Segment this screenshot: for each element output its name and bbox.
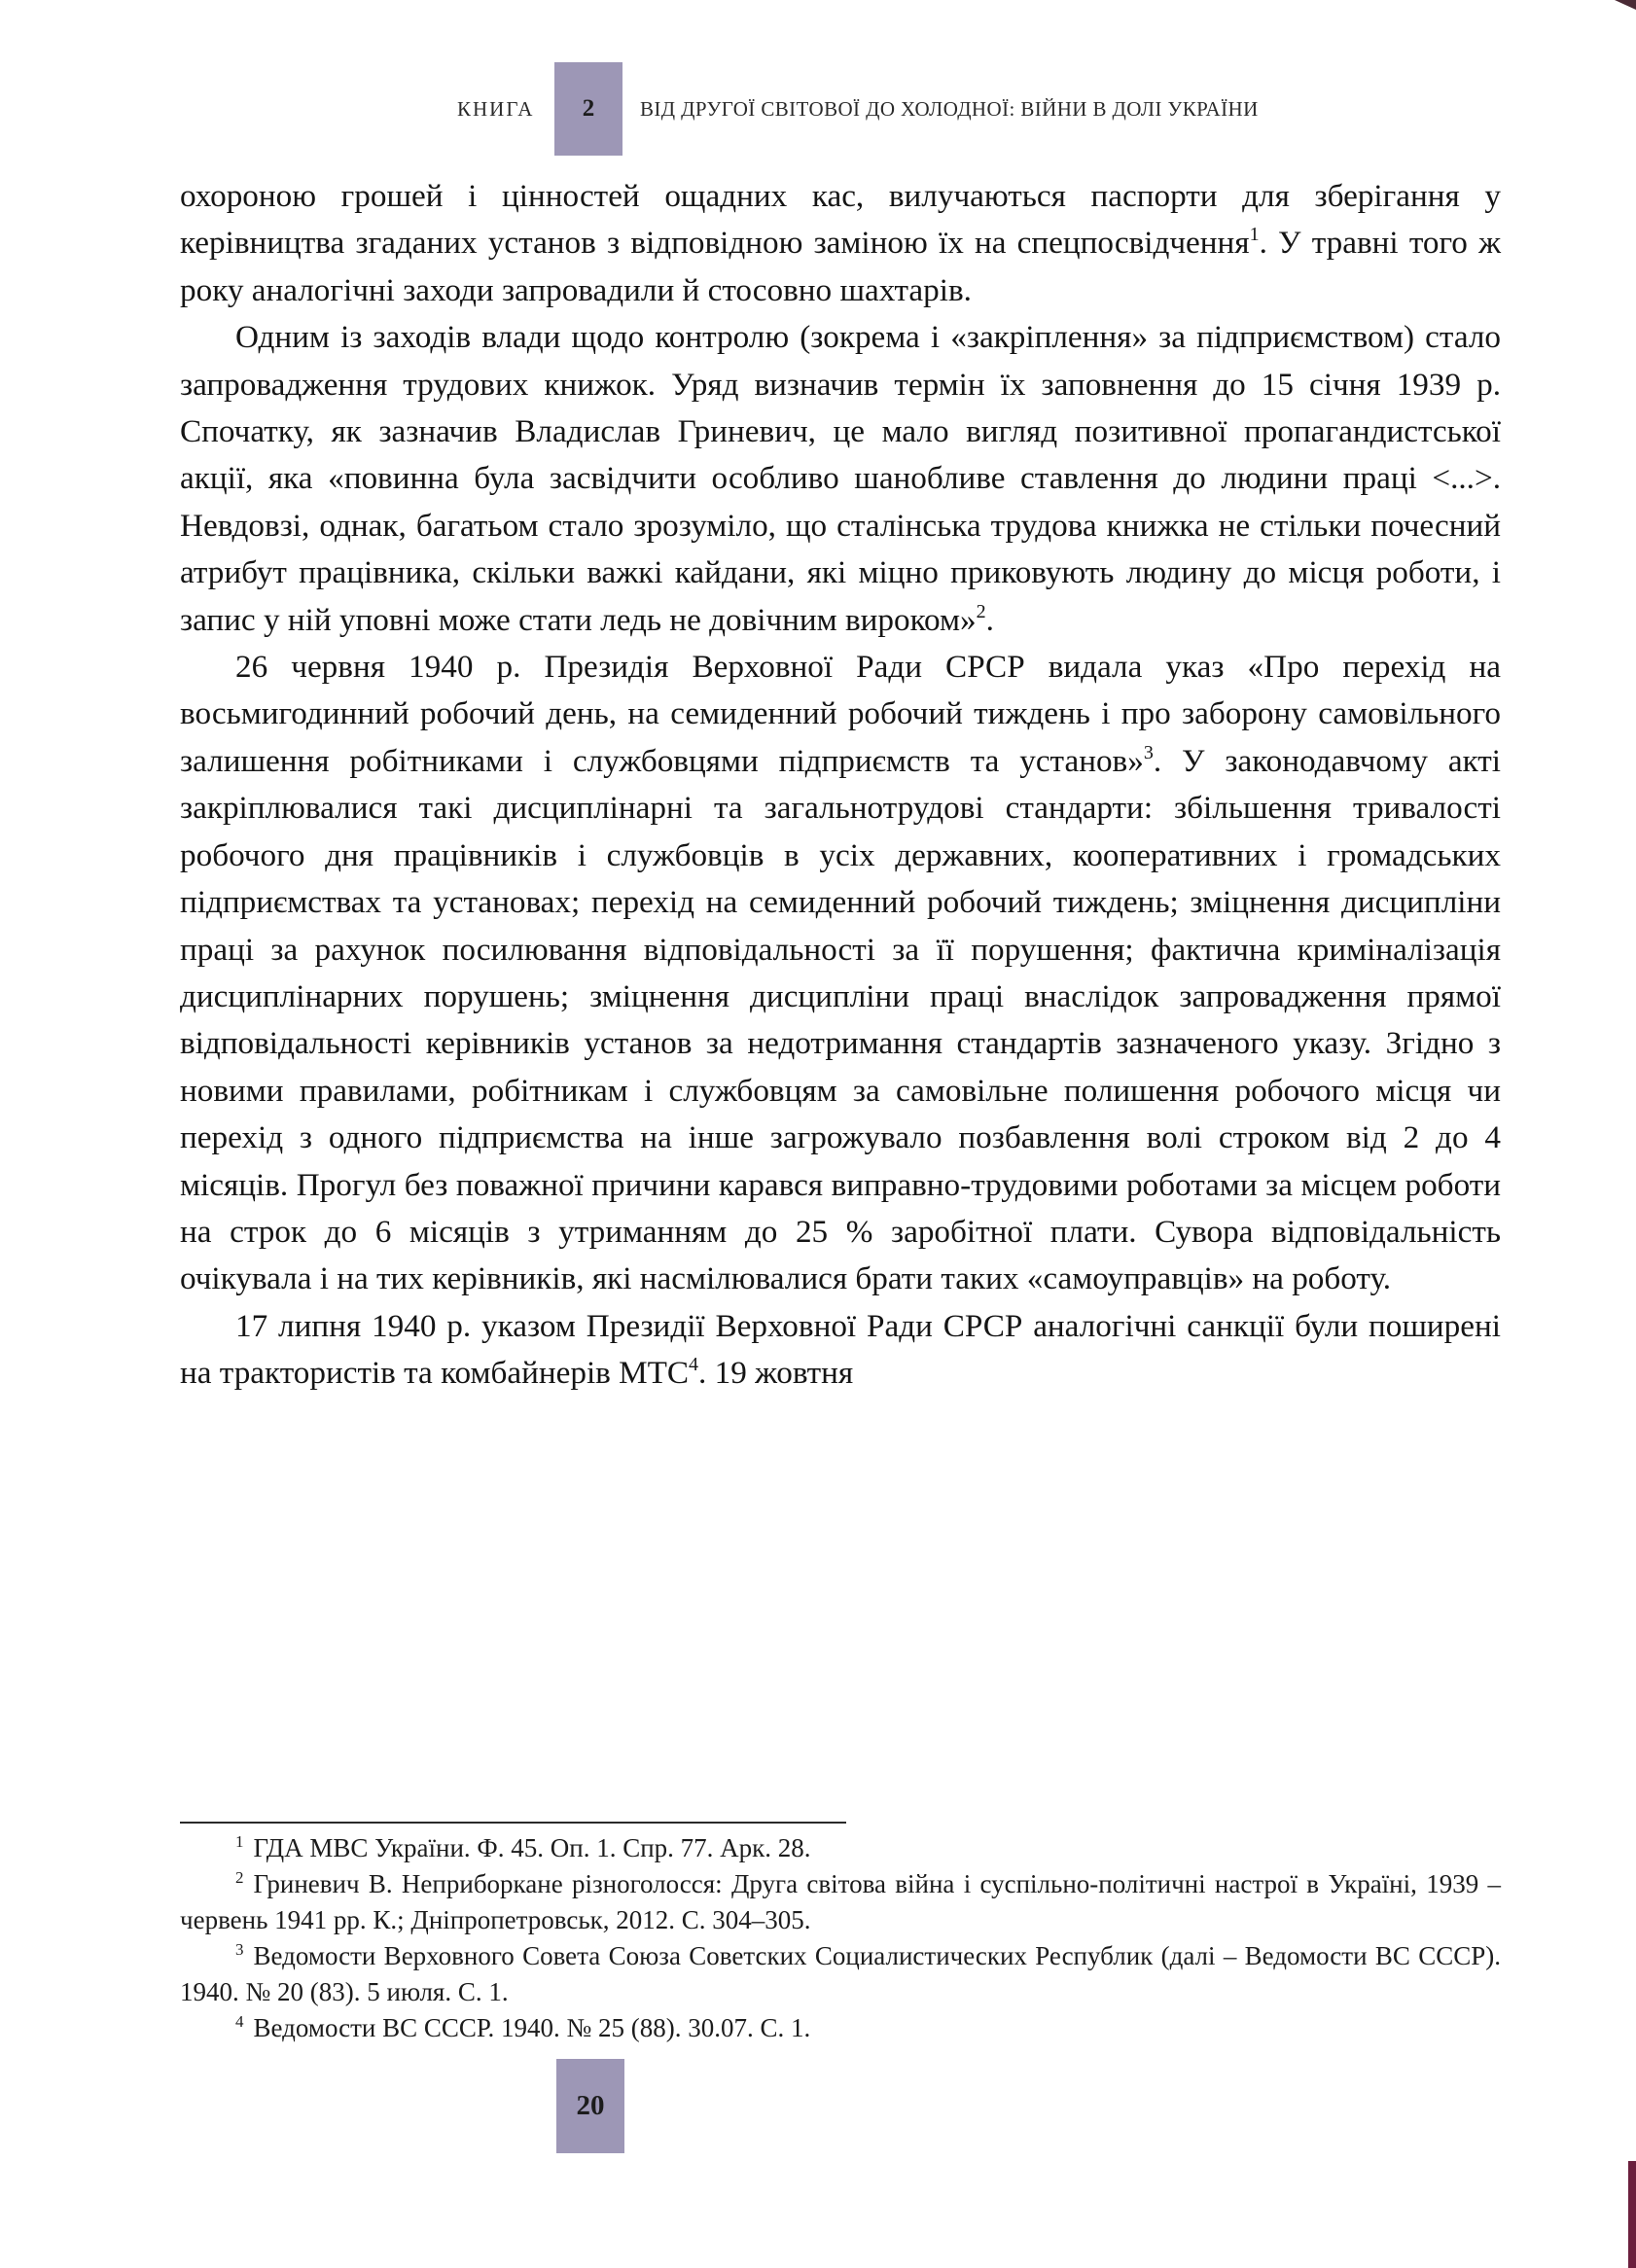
footnote-ref: 3 [1143, 741, 1154, 763]
footnote-text: Гриневич В. Неприборкане різноголосся: Друга світова війна і суспільно-політичні настрої в Україні, 1939 – червень 1941 рр. К.; Дніпропетровськ, 2012. С. 304–305. [180, 1869, 1501, 1934]
paragraph-1 [180, 173, 1501, 314]
paragraph-3 [180, 644, 1501, 1303]
book-label: КНИГА [457, 97, 535, 121]
footnote-mark: 2 [235, 1868, 244, 1887]
footnote-text: Ведомости ВС СССР. 1940. № 25 (88). 30.07. С. 1. [253, 2013, 811, 2042]
paragraph-text: . 19 жовтня [698, 1355, 854, 1392]
footnote-mark: 3 [235, 1940, 244, 1959]
paragraph-text: . У законодавчому акті закріплювалися такі дисциплінарні та загальнотрудові стандарти: збільшення тривалості робочого дня працівників і службовців в усіх державних, кооперативних і громадських підприємствах та установах; перехід на семиденний робочий тиждень; зміцнення дисципліни праці за рахунок посилювання відповідальності за її порушення; фактична криміналізація дисциплінарних порушень; зміцнення дисципліни праці внаслідок запровадження прямої відповідальності керівників установ за недотримання стандартів зазначеного указу. Згідно з новими правилами, робітникам і службовцям за самовільне полишення робочого місця чи перехід з одного підприємства на інше загрожувало позбавлення волі строком від 2 до 4 місяців. Прогул без поважної причини карався виправно-трудовими роботами за місцем роботи на строк до 6 місяців з утриманням до 25 % заробітної плати. Сувора відповідальність очікувала і на тих керівників, які насмілювалися брати таких «самоуправців» на роботу. [180, 742, 1501, 1297]
footnote-ref: 1 [1249, 224, 1260, 246]
footnote-text: Ведомости Верховного Совета Союза Советских Социалистических Республик (далі – Ведомости ВС СССР). 1940. № 20 (83). 5 июля. С. 1. [180, 1941, 1501, 2006]
book-number-tab: 2 [554, 62, 622, 156]
paragraph-text: . [985, 601, 994, 638]
corner-mark [1615, 0, 1636, 10]
footnote-3 [180, 1938, 1501, 2010]
running-head [175, 62, 1498, 156]
footnote-1 [180, 1830, 1501, 1866]
footnote-mark: 4 [235, 2012, 244, 2031]
paragraph-text: . У травні того ж року аналогічні заходи запровадили й стосовно шахтарів. [180, 225, 1501, 308]
paragraph-2 [180, 314, 1501, 644]
edge-mark [1628, 2161, 1636, 2268]
book-title: ВІД ДРУГОЇ СВІТОВОЇ ДО ХОЛОДНОЇ: ВІЙНИ В ДОЛІ УКРАЇНИ [640, 97, 1259, 121]
footnote-ref: 2 [976, 600, 986, 622]
paragraph-text: 17 липня 1940 р. указом Президії Верховної Ради СРСР аналогічні санкції були поширені на трактористів та комбайнерів МТС [180, 1307, 1501, 1392]
footnote-divider [180, 1822, 846, 1824]
paragraph-text: 26 червня 1940 р. Президія Верховної Ради СРСР видала указ «Про перехід на восьмигодинний робочий день, на семиденний робочий тиждень і про заборону самовільного залишення робітниками і службовцями підприємств та установ» [180, 649, 1501, 779]
page-number: 20 [556, 2059, 624, 2153]
footnote-ref: 4 [689, 1354, 699, 1376]
paragraph-4 [180, 1303, 1501, 1398]
paragraph-text: Одним із заходів влади щодо контролю (зокрема і «закріплення» за підприємством) стало запровадження трудових книжок. Уряд визначив термін їх заповнення до 15 січня 1939 р. Спочатку, як зазначив Владислав Гриневич, це мало вигляд позитивної пропагандистської акції, яка «повинна була засвідчити особливо шанобливе ставлення до людини праці <...>. Невдовзі, однак, багатьом стало зрозуміло, що сталінська трудова книжка не стільки почесний атрибут працівника, скільки важкі кайдани, які міцно приковують людину до місця роботи, і запис у ній уповні може стати ледь не довічним вироком» [180, 319, 1501, 638]
footnote-text: ГДА МВС України. Ф. 45. Оп. 1. Спр. 77. Арк. 28. [253, 1833, 811, 1862]
footnotes [180, 1830, 1501, 2046]
footnote-4 [180, 2010, 1501, 2046]
footnote-2 [180, 1866, 1501, 1938]
main-text [180, 173, 1501, 1398]
footnote-mark: 1 [235, 1832, 244, 1851]
paragraph-text: охороною грошей і цінностей ощадних кас, вилучаються паспорти для зберігання у керівництва згаданих установ з відповідною заміною їх на спецпосвідчення [180, 178, 1501, 262]
